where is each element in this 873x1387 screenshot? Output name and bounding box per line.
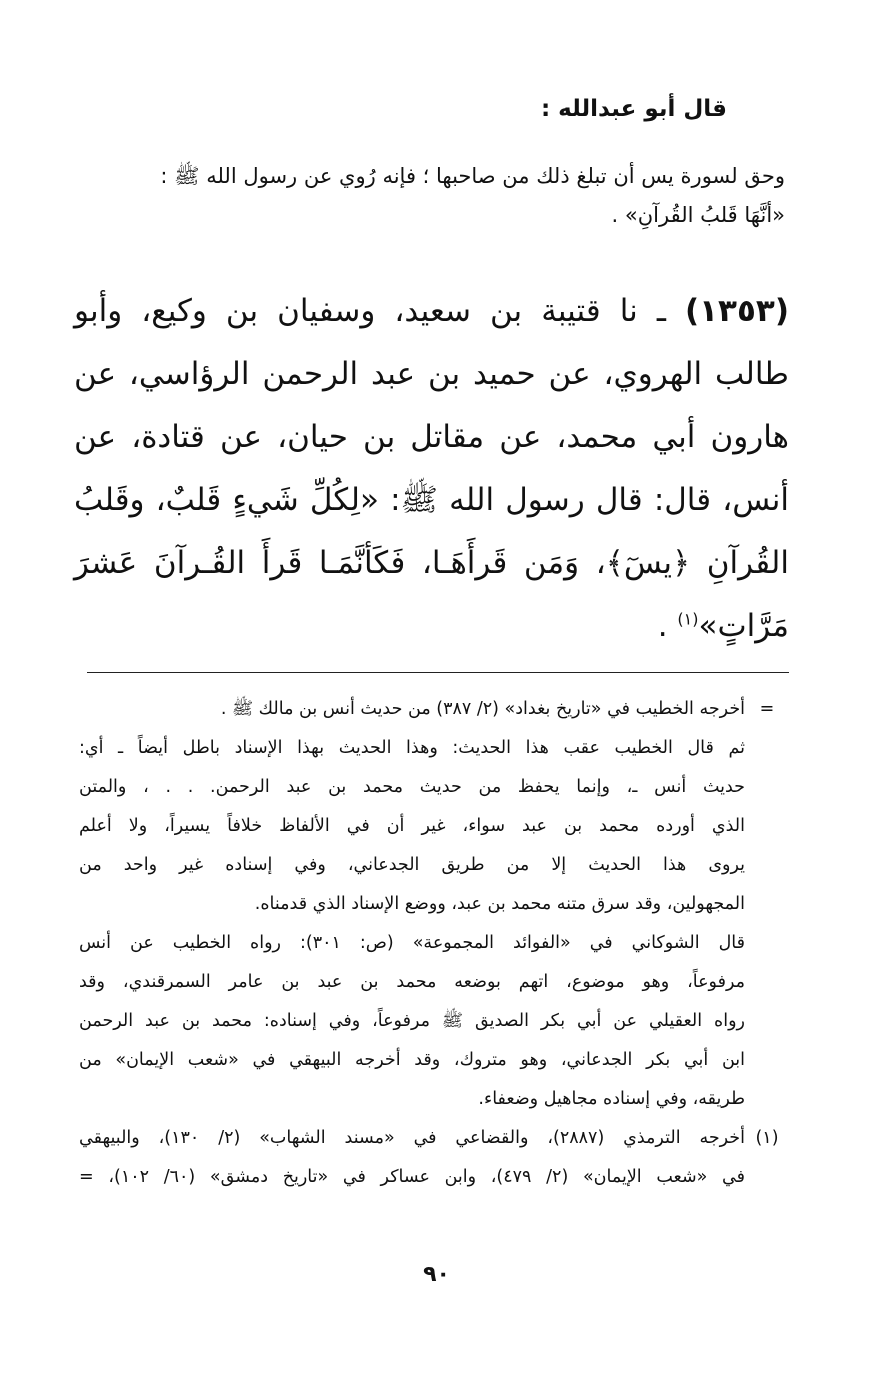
section-heading: قال أبو عبدالله : (540, 96, 727, 122)
footnote-line: المجهولين، وقد سرق متنه محمد بن عبد، ووضع الإسناد الذي قدمناه. (254, 894, 745, 914)
intro-paragraph (85, 157, 785, 235)
footnote-line: مرفوعاً، وهو موضوع، اتهم بوضعه محمد بن عبد بن عامر السمرقندي، وقد (79, 972, 745, 992)
footnote-continuation-row (79, 690, 789, 729)
hadith-line (74, 595, 789, 658)
continuation-marker: = (759, 699, 775, 719)
footnote-line: حديث أنس ـ، وإنما يحفظ من حديث محمد بن عبد الرحمن. . . ، والمتن (79, 777, 745, 797)
page-number: ٩٠ (423, 1262, 450, 1287)
hadith-line: القُرآنِ ﴿يسٓ﴾، وَمَن قَرأَهَـا، فَكَأنَّمَـا قَرأَ القُـرآنَ عَشرَ (74, 545, 789, 581)
footnote-line: طريقه، وفي إسناده مجاهيل وضعفاء. (478, 1089, 745, 1109)
hadith-line-end: . (657, 608, 678, 644)
hadith-text (74, 280, 789, 658)
footnote-divider (87, 672, 789, 673)
footnote-line: ثم قال الخطيب عقب هذا الحديث: وهذا الحديث بهذا الإسناد باطل أيضاً ـ أي: (79, 738, 745, 758)
hadith-number: (١٣٥٣) (684, 293, 789, 329)
footnote-line: يروى هذا الحديث إلا من طريق الجدعاني، وفي إسناده غير واحد من (79, 855, 745, 875)
hadith-line-text: ـ نا قتيبة بن سعيد، وسفيان بن وكيع، وأبو (74, 293, 666, 329)
footnote-line: أخرجه الترمذي (٢٨٨٧)، والقضاعي في «مسند الشهاب» (٢/ ١٣٠)، والبيهقي (79, 1128, 745, 1148)
footnotes-section (79, 690, 789, 1197)
footnote-line: في «شعب الإيمان» (٢/ ٤٧٩)، وابن عساكر في «تاريخ دمشق» (٦٠/ ١٠٢)، = (79, 1167, 745, 1187)
footnote-line: قال الشوكاني في «الفوائد المجموعة» (ص: ٣٠١): رواه الخطيب عن أنس (79, 933, 745, 953)
intro-line: «أنَّهَا قَلبُ القُرآنِ» . (611, 203, 785, 227)
intro-line: وحق لسورة يس أن تبلغ ذلك من صاحبها ؛ فإنه رُوي عن رسول الله ﷺ : (160, 164, 785, 188)
footnote-1-marker: (١) (755, 1128, 779, 1148)
footnote-line: الذي أورده محمد بن عبد سواء، غير أن في الألفاظ خلافاً يسيراً، ولا أعلم (79, 816, 745, 836)
footnote-line: ابن أبي بكر الجدعاني، وهو متروك، وقد أخرجه البيهقي في «شعب الإيمان» من (79, 1050, 745, 1070)
hadith-line (74, 280, 789, 343)
hadith-line: طالب الهروي، عن حميد بن عبد الرحمن الرؤاسي، عن (74, 356, 789, 392)
hadith-line: هارون أبي محمد، عن مقاتل بن حيان، عن قتادة، عن (74, 419, 789, 455)
footnote-line: أخرجه الخطيب في «تاريخ بغداد» (٢/ ٣٨٧) من حديث أنس بن مالك ﷺ . (220, 699, 745, 719)
hadith-line-text: مَرَّاتٍ» (698, 608, 789, 644)
footnote-line: رواه العقيلي عن أبي بكر الصديق ﷺ مرفوعاً، وفي إسناده: محمد بن عبد الرحمن (79, 1011, 745, 1031)
footnote-1-row (79, 1119, 789, 1158)
hadith-line: أنس، قال: قال رسول الله ﷺ: «لِكُلِّ شَيءٍ قَلبٌ، وقَلبُ (74, 482, 789, 518)
footnote-reference[interactable]: (١) (677, 609, 699, 629)
